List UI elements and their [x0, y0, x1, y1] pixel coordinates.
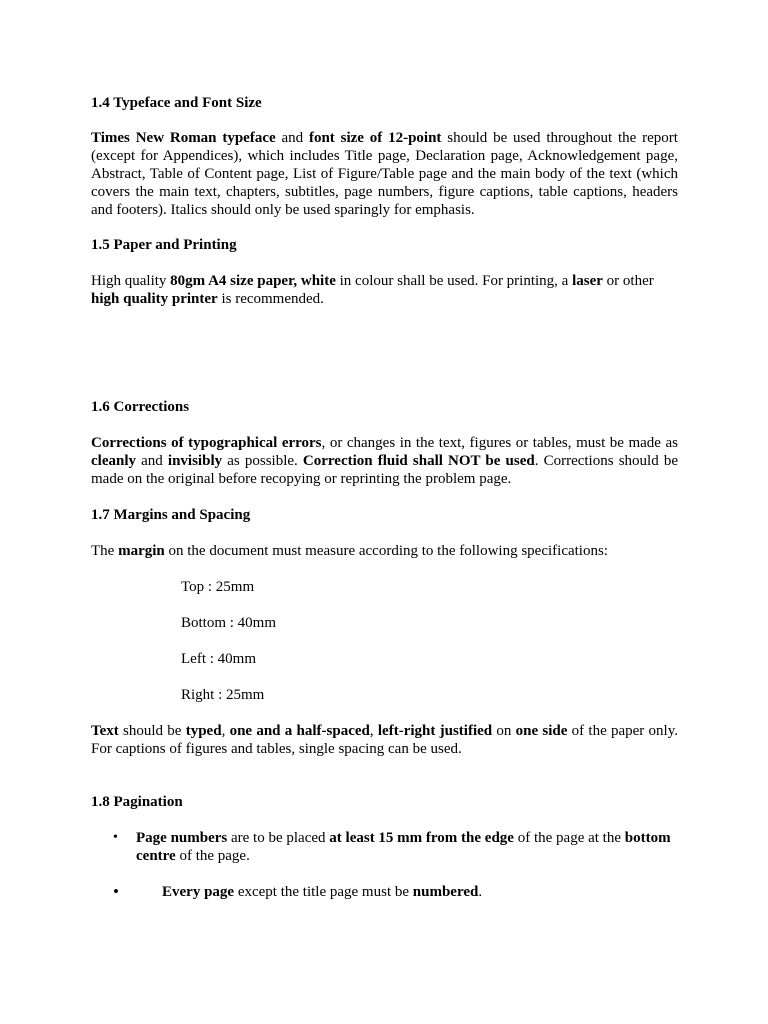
margin-spec-top: Top : 25mm: [181, 579, 255, 595]
list-item-every-page: Every page except the title page must be numbered.: [162, 884, 483, 900]
heading-margins-spacing: 1.7 Margins and Spacing: [91, 507, 251, 523]
margin-spec-bottom: Bottom : 40mm: [181, 615, 277, 631]
heading-typeface-font-size: 1.4 Typeface and Font Size: [91, 95, 262, 111]
bullet-icon: •: [113, 830, 118, 845]
margin-spec-left: Left : 40mm: [181, 651, 256, 667]
bullet-icon: •: [113, 882, 119, 901]
list-item-page-numbers: Page numbers are to be placed at least 15 mm from the edge of the page at the bottom centre of the page.: [136, 830, 671, 864]
paragraph-typeface: Times New Roman typeface and font size of 12-point should be used throughout the report (except for Appendices), which includes Title page, Declaration page, Acknowledgement page, Abstract, Table of Content page, List of Figure/Table page and the main body of the text (which covers the main text, chapters, subtitles, page numbers, figure captions, table captions, headers and footers). Italics should only be used sparingly for emphasis.: [91, 130, 678, 218]
paragraph-margin-intro: The margin on the document must measure according to the following specifications:: [91, 543, 608, 559]
paragraph-text-spacing: Text should be typed, one and a half-spaced, left-right justified on one side of the paper only. For captions of figures and tables, single spacing can be used.: [91, 723, 679, 757]
heading-paper-printing: 1.5 Paper and Printing: [91, 237, 237, 253]
margin-spec-right: Right : 25mm: [181, 687, 265, 703]
heading-pagination: 1.8 Pagination: [91, 794, 183, 810]
paragraph-corrections: Corrections of typographical errors, or changes in the text, figures or tables, must be made as cleanly and invisibly as possible. Correction fluid shall NOT be used. Corrections should be made on the original before recopying or reprinting the problem page.: [91, 435, 678, 487]
paragraph-paper: High quality 80gm A4 size paper, white in colour shall be used. For printing, a laser or other high quality printer is recommended.: [91, 273, 654, 307]
heading-corrections: 1.6 Corrections: [91, 399, 190, 415]
